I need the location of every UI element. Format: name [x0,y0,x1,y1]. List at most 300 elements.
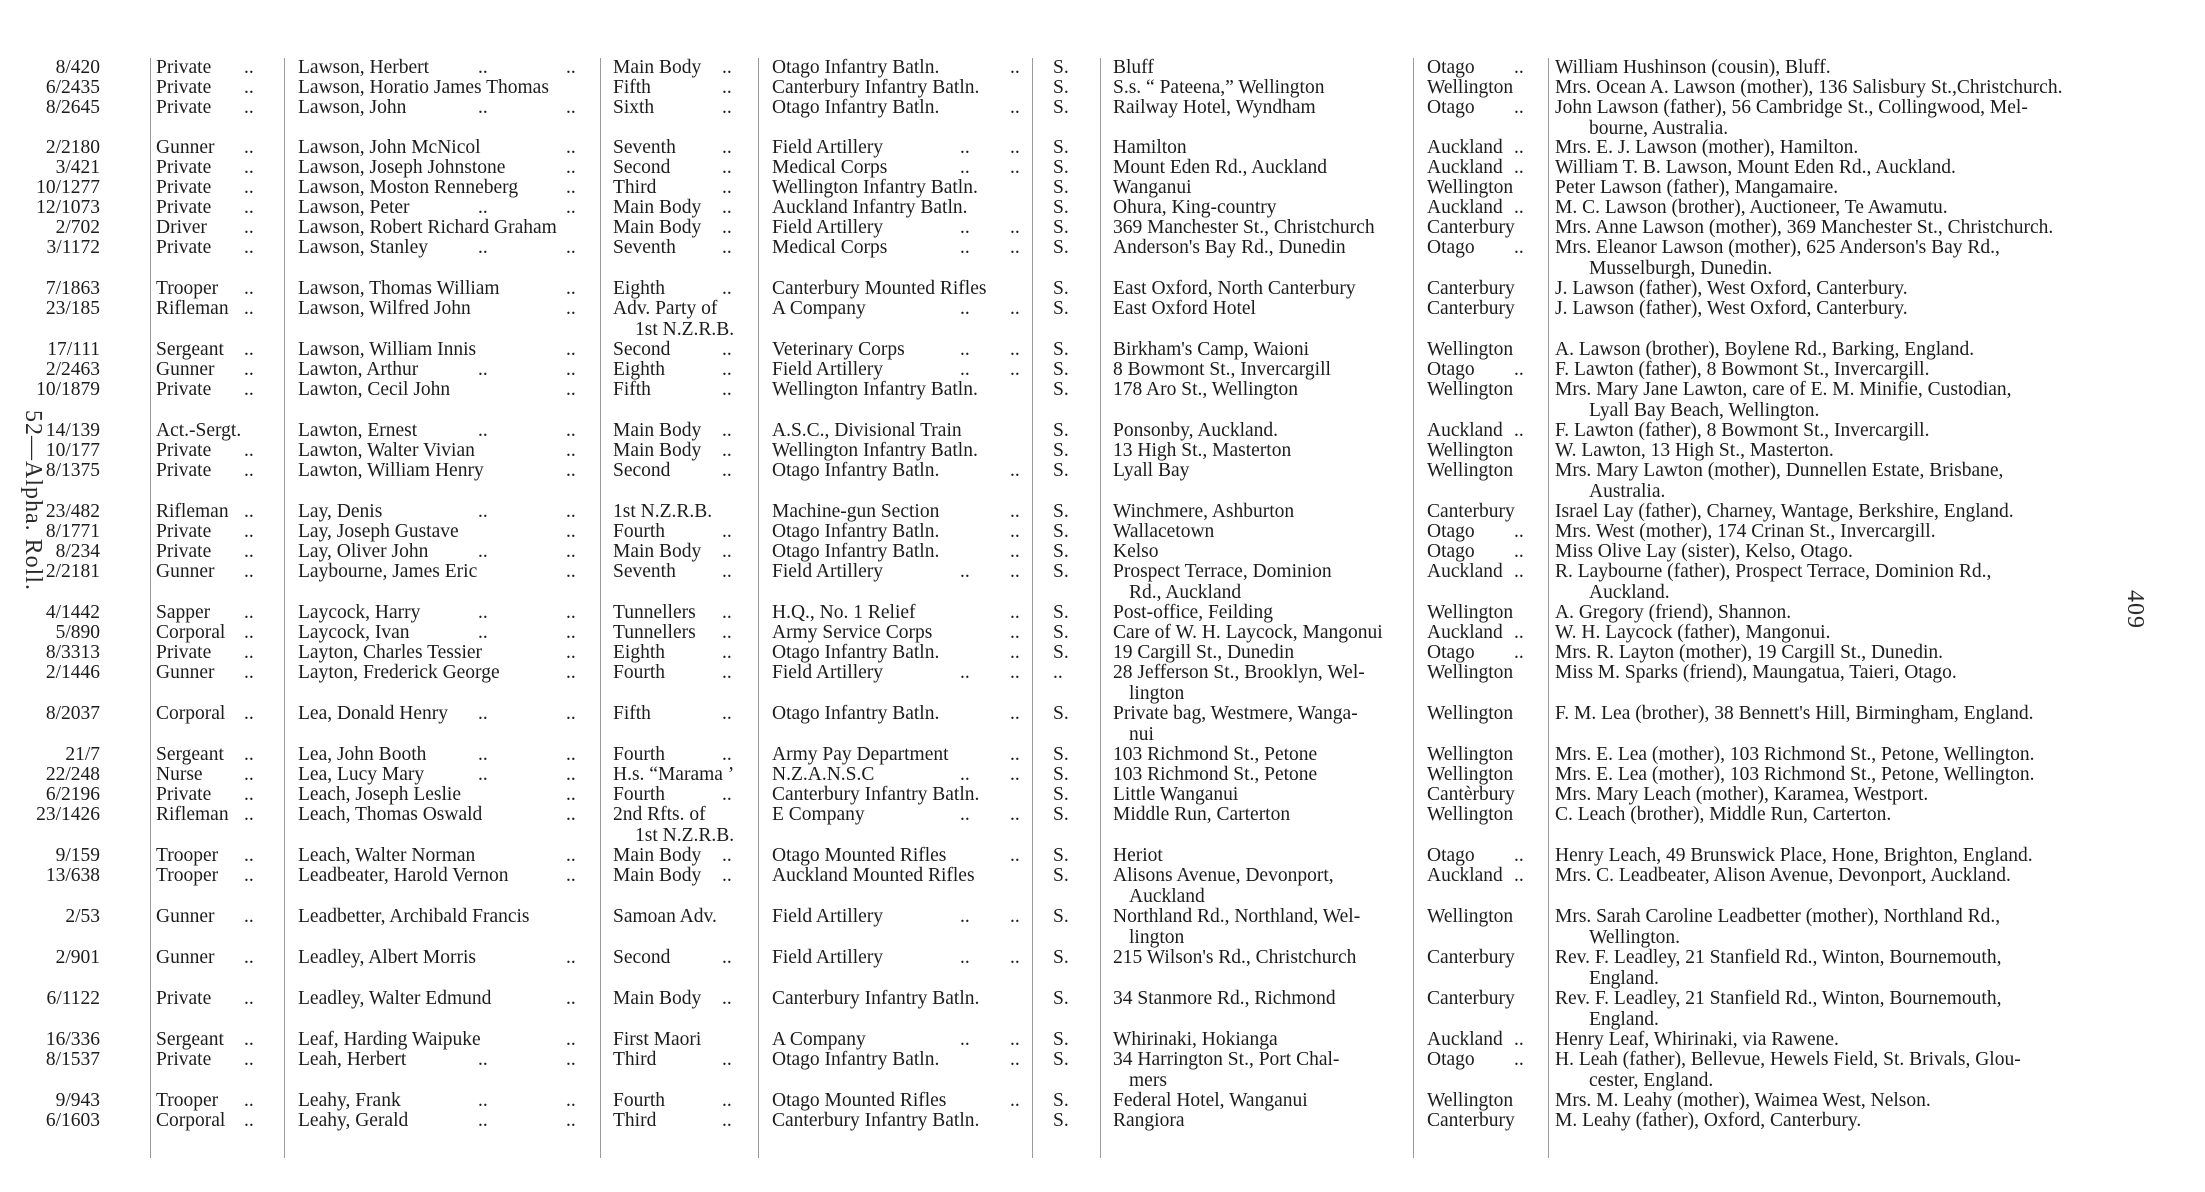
leader-dots: .. [244,1029,254,1050]
next-of-kin [1555,380,2012,421]
regimental-number: 3/421 [55,157,100,178]
next-of-kin-line: England. [1589,1008,1659,1030]
district: Auckland [1427,137,1503,158]
column-divider [758,58,759,1158]
district: Wellington [1427,440,1514,461]
next-of-kin [1555,542,1853,563]
leader-dots: .. [244,77,254,98]
district: Auckland [1427,561,1503,582]
draft: Main Body [613,865,702,886]
regimental-number: 8/2645 [45,97,100,118]
draft: Main Body [613,988,702,1009]
leader-dots: .. [566,177,576,198]
unit: E Company [772,804,865,825]
draft: Main Body [613,541,702,562]
last-address-line: 34 Stanmore Rd., Richmond [1113,988,1336,1009]
regimental-number: 8/234 [55,541,100,562]
last-address [1113,785,1238,806]
leader-dots: .. [566,97,576,118]
leader-dots: .. [1010,97,1020,118]
draft [613,805,734,846]
last-address [1113,704,1358,745]
leader-dots: .. [1010,298,1020,319]
marital-status: S. [1053,97,1069,118]
last-address-line: 13 High St., Masterton [1113,440,1292,461]
last-address-line: Bluff [1113,57,1154,78]
marital-status: S. [1053,298,1069,319]
rank: Private [156,97,212,118]
draft: Tunnellers [613,622,696,643]
leader-dots: .. [1514,622,1524,643]
last-address-line: S.s. “ Pateena,” Wellington [1113,77,1325,98]
leader-dots: .. [1514,561,1524,582]
next-of-kin [1555,138,1858,159]
next-of-kin-line: Miss M. Sparks (friend), Maungatua, Taieri, Otago. [1555,662,1957,683]
leader-dots: .. [1514,237,1524,258]
next-of-kin [1555,785,1928,806]
last-address-line: Prospect Terrace, Dominion [1113,561,1332,582]
leader-dots: .. [960,561,970,582]
marital-status: S. [1053,1029,1069,1050]
rank: Private [156,197,212,218]
unit: Auckland Infantry Batln. [772,197,968,218]
soldier-name: Leah, Herbert [298,1049,407,1070]
marital-status: S. [1053,703,1069,724]
next-of-kin [1555,623,1830,644]
marital-status: S. [1053,845,1069,866]
marital-status: S. [1053,1110,1069,1131]
leader-dots: .. [722,379,732,400]
marital-status: S. [1053,157,1069,178]
district: Otago [1427,57,1475,78]
regimental-number: 13/638 [45,865,100,886]
marital-status: S. [1053,339,1069,360]
leader-dots: .. [1010,541,1020,562]
next-of-kin-line: Henry Leach, 49 Brunswick Place, Hone, Brighton, England. [1555,845,2033,866]
leader-dots: .. [722,1110,732,1131]
soldier-name: Lea, Donald Henry [298,703,448,724]
soldier-name: Lawson, Horatio James Thomas [298,77,549,98]
soldier-name: Lawton, Arthur [298,359,419,380]
last-address [1113,562,1332,603]
unit: Otago Infantry Batln. [772,541,940,562]
rank: Corporal [156,1110,226,1131]
draft: Fourth [613,662,666,683]
leader-dots: .. [478,359,488,380]
leader-dots: .. [722,988,732,1009]
leader-dots: .. [1010,217,1020,238]
marital-status: S. [1053,460,1069,481]
marital-status: S. [1053,784,1069,805]
rank: Gunner [156,662,215,683]
leader-dots: .. [244,1049,254,1070]
draft: Samoan Adv. [613,906,717,927]
leader-dots: .. [244,561,254,582]
last-address-line: Birkham's Camp, Waioni [1113,339,1310,360]
last-address-line: Rd., Auckland [1129,581,1242,603]
leader-dots: .. [478,1110,488,1131]
leader-dots: .. [244,662,254,683]
last-address-line: East Oxford Hotel [1113,298,1256,319]
draft: First Maori [613,1029,702,1050]
next-of-kin-line: Wellington. [1589,926,1681,948]
soldier-name: Lawson, Robert Richard Graham [298,217,557,238]
district: Cantèrbury [1427,784,1515,805]
column-divider [284,58,285,1158]
marital-status: S. [1053,622,1069,643]
leader-dots: .. [244,521,254,542]
district: Canterbury [1427,988,1515,1009]
last-address [1113,745,1317,766]
last-address-line: Ponsonby, Auckland. [1113,420,1279,441]
next-of-kin [1555,1030,1839,1051]
last-address [1113,218,1375,239]
leader-dots: .. [244,906,254,927]
leader-dots: .. [244,57,254,78]
regimental-number: 23/1426 [36,804,100,825]
next-of-kin [1555,360,1929,381]
district: Wellington [1427,1090,1514,1111]
soldier-name: Leadley, Albert Morris [298,947,476,968]
next-of-kin-line: C. Leach (brother), Middle Run, Carterton. [1555,804,1892,825]
district: Auckland [1427,1029,1503,1050]
leader-dots: .. [244,501,254,522]
draft: Fourth [613,744,666,765]
district: Wellington [1427,460,1514,481]
leader-dots: .. [960,237,970,258]
last-address-line: Wallacetown [1113,521,1215,542]
next-of-kin [1555,78,2062,99]
draft: Main Body [613,57,702,78]
regimental-number: 9/159 [55,845,100,866]
next-of-kin [1555,989,2001,1030]
draft: Main Body [613,217,702,238]
unit: Otago Infantry Batln. [772,521,940,542]
rank: Trooper [156,845,219,866]
district: Wellington [1427,804,1514,825]
leader-dots: .. [1010,57,1020,78]
unit: Auckland Mounted Rifles [772,865,975,886]
leader-dots: .. [722,845,732,866]
last-address-line: Private bag, Westmere, Wanga- [1113,703,1358,724]
draft: Sixth [613,97,655,118]
marital-status: S. [1053,77,1069,98]
leader-dots: .. [244,764,254,785]
leader-dots: .. [1010,662,1020,683]
leader-dots: .. [1010,906,1020,927]
leader-dots: .. [960,764,970,785]
next-of-kin [1555,866,2011,887]
next-of-kin-line: W. H. Laycock (father), Mangonui. [1555,622,1831,643]
leader-dots: .. [722,137,732,158]
district: Otago [1427,97,1475,118]
next-of-kin [1555,502,2014,523]
last-address [1113,643,1294,664]
rank: Gunner [156,561,215,582]
regimental-number: 10/177 [45,440,100,461]
marital-status: .. [1053,662,1063,683]
leader-dots: .. [566,764,576,785]
leader-dots: .. [244,1090,254,1111]
district: Wellington [1427,177,1514,198]
soldier-name: Leach, Walter Norman [298,845,476,866]
leader-dots: .. [566,440,576,461]
soldier-name: Laycock, Harry [298,602,421,623]
district: Canterbury [1427,1110,1515,1131]
column-divider [150,58,151,1158]
last-address-line: Wanganui [1113,177,1192,198]
marital-status: S. [1053,764,1069,785]
leader-dots: .. [722,97,732,118]
leader-dots: .. [1010,642,1020,663]
leader-dots: .. [1010,521,1020,542]
marital-status: S. [1053,379,1069,400]
soldier-name: Lay, Joseph Gustave [298,521,459,542]
district: Canterbury [1427,298,1515,319]
last-address-line: Mount Eden Rd., Auckland [1113,157,1327,178]
next-of-kin-line: Israel Lay (father), Charney, Wantage, Berkshire, England. [1555,501,2014,522]
unit: Wellington Infantry Batln. [772,177,978,198]
leader-dots: .. [244,804,254,825]
next-of-kin [1555,340,1974,361]
next-of-kin [1555,178,1838,199]
leader-dots: .. [1514,137,1524,158]
district: Otago [1427,1049,1475,1070]
unit: Canterbury Infantry Batln. [772,784,980,805]
next-of-kin [1555,603,1791,624]
leader-dots: .. [722,237,732,258]
leader-dots: .. [244,177,254,198]
leader-dots: .. [244,845,254,866]
leader-dots: .. [566,662,576,683]
draft: Seventh [613,561,676,582]
leader-dots: .. [244,541,254,562]
regimental-number: 6/1122 [46,988,100,1009]
leader-dots: .. [244,237,254,258]
leader-dots: .. [1514,57,1524,78]
next-of-kin [1555,704,2034,725]
soldier-name: Leach, Thomas Oswald [298,804,483,825]
unit: N.Z.A.N.S.C [772,764,875,785]
regimental-number: 14/139 [45,420,100,441]
last-address-line: Auckland [1129,885,1205,907]
marital-status: S. [1053,642,1069,663]
marital-status: S. [1053,57,1069,78]
regimental-number: 23/185 [45,298,100,319]
regimental-number: 23/482 [45,501,100,522]
rank: Trooper [156,1090,219,1111]
leader-dots: .. [960,339,970,360]
unit: A Company [772,1029,866,1050]
unit: Otago Mounted Rifles [772,845,947,866]
leader-dots: .. [960,217,970,238]
next-of-kin-line: W. Lawton, 13 High St., Masterton. [1555,440,1834,461]
unit: Field Artillery [772,662,884,683]
draft: Main Body [613,197,702,218]
regimental-number: 8/420 [55,57,100,78]
unit: Otago Infantry Batln. [772,1049,940,1070]
next-of-kin-line: Miss Olive Lay (sister), Kelso, Otago. [1555,541,1853,562]
rank: Private [156,784,212,805]
last-address [1113,198,1277,219]
leader-dots: .. [1010,764,1020,785]
next-of-kin [1555,846,2033,867]
regimental-number: 6/2196 [45,784,100,805]
rank: Sergeant [156,744,224,765]
rank: Rifleman [156,298,229,319]
last-address-line: nui [1129,723,1154,745]
last-address-line: Care of W. H. Laycock, Mangonui [1113,622,1383,643]
rank: Private [156,541,212,562]
next-of-kin-line: Australia. [1589,480,1666,502]
leader-dots: .. [566,947,576,968]
draft: Fifth [613,379,651,400]
district: Otago [1427,845,1475,866]
regimental-number: 22/248 [45,764,100,785]
last-address [1113,846,1163,867]
next-of-kin-line: Mrs. R. Layton (mother), 19 Cargill St., Dunedin. [1555,642,1943,663]
rank: Gunner [156,947,215,968]
rank: Private [156,57,212,78]
next-of-kin-line: Henry Leaf, Whirinaki, via Rawene. [1555,1029,1839,1050]
last-address [1113,1091,1308,1112]
next-of-kin-line: Mrs. Ocean A. Lawson (mother), 136 Salisbury St.,Christchurch. [1555,77,2063,98]
leader-dots: .. [244,157,254,178]
leader-dots: .. [1010,622,1020,643]
leader-dots: .. [566,197,576,218]
draft: Third [613,1049,657,1070]
district: Auckland [1427,622,1503,643]
last-address-line: 8 Bowmont St., Invercargill [1113,359,1331,380]
leader-dots: .. [244,622,254,643]
marital-status: S. [1053,988,1069,1009]
unit: Wellington Infantry Batln. [772,440,978,461]
leader-dots: .. [722,521,732,542]
marital-status: S. [1053,177,1069,198]
regimental-number: 7/1863 [45,278,100,299]
column-divider [1032,58,1033,1158]
leader-dots: .. [566,57,576,78]
marital-status: S. [1053,359,1069,380]
last-address-line: Railway Hotel, Wyndham [1113,97,1316,118]
last-address-line: East Oxford, North Canterbury [1113,278,1356,299]
leader-dots: .. [244,744,254,765]
leader-dots: .. [722,359,732,380]
last-address-line: mers [1129,1069,1167,1091]
leader-dots: .. [566,420,576,441]
leader-dots: .. [722,1090,732,1111]
last-address [1113,58,1154,79]
next-of-kin-line: John Lawson (father), 56 Cambridge St., Collingwood, Mel- [1555,97,2028,118]
draft: Fourth [613,1090,666,1111]
leader-dots: .. [566,157,576,178]
leader-dots: .. [244,784,254,805]
leader-dots: .. [960,359,970,380]
draft: Main Body [613,845,702,866]
next-of-kin [1555,461,2003,502]
rank: Private [156,379,212,400]
last-address [1113,907,1360,948]
last-address [1113,765,1317,786]
last-address [1113,542,1159,563]
draft: Seventh [613,137,676,158]
regimental-number: 3/1172 [46,237,100,258]
last-address-line: 19 Cargill St., Dunedin [1113,642,1295,663]
leader-dots: .. [1514,845,1524,866]
district: Wellington [1427,379,1514,400]
last-address [1113,461,1189,482]
next-of-kin-line: F. Lawton (father), 8 Bowmont St., Invercargill. [1555,359,1930,380]
unit: Otago Mounted Rifles [772,1090,947,1111]
draft: Main Body [613,440,702,461]
draft: Fifth [613,77,651,98]
leader-dots: .. [1010,602,1020,623]
next-of-kin-line: Auckland. [1589,581,1670,603]
next-of-kin [1555,279,1908,300]
leader-dots: .. [722,197,732,218]
regimental-number: 6/1603 [45,1110,100,1131]
next-of-kin-line: M. C. Lawson (brother), Auctioneer, Te Awamutu. [1555,197,1948,218]
leader-dots: .. [1514,197,1524,218]
leader-dots: .. [478,501,488,522]
last-address [1113,1030,1278,1051]
rank: Private [156,988,212,1009]
draft: Second [613,460,671,481]
next-of-kin-line: Mrs. Mary Jane Lawton, care of E. M. Minifie, Custodian, [1555,379,2012,400]
rank: Corporal [156,703,226,724]
marital-status: S. [1053,541,1069,562]
draft: Eighth [613,359,665,380]
unit: Canterbury Infantry Batln. [772,988,980,1009]
district: Canterbury [1427,501,1515,522]
draft: 1st N.Z.R.B. [613,501,713,522]
last-address-line: Winchmere, Ashburton [1113,501,1295,522]
unit: Field Artillery [772,359,884,380]
leader-dots: .. [1010,237,1020,258]
leader-dots: .. [960,947,970,968]
rank: Act.-Sergt. [156,420,242,441]
leader-dots: .. [244,865,254,886]
unit: Canterbury Mounted Rifles [772,278,987,299]
soldier-name: Lawson, Joseph Johnstone [298,157,506,178]
marital-status: S. [1053,906,1069,927]
leader-dots: .. [566,784,576,805]
next-of-kin [1555,907,2000,948]
draft-line: 1st N.Z.R.B. [635,318,735,340]
last-address [1113,158,1327,179]
leader-dots: .. [478,57,488,78]
next-of-kin [1555,98,2028,139]
rank: Nurse [156,764,203,785]
unit: Medical Corps [772,237,888,258]
marital-status: S. [1053,602,1069,623]
draft: Fourth [613,521,666,542]
leader-dots: .. [722,339,732,360]
draft: Eighth [613,642,665,663]
unit: Veterinary Corps [772,339,905,360]
last-address-line: Post-office, Feilding [1113,602,1273,623]
next-of-kin [1555,805,1891,826]
leader-dots: .. [722,947,732,968]
leader-dots: .. [722,541,732,562]
rank: Trooper [156,865,219,886]
next-of-kin-line: Mrs. Mary Leach (mother), Karamea, Westport. [1555,784,1929,805]
unit: Otago Infantry Batln. [772,97,940,118]
draft: Second [613,157,671,178]
next-of-kin [1555,562,1991,603]
next-of-kin-line: Rev. F. Leadley, 21 Stanfield Rd., Winton, Bournemouth, [1555,947,2002,968]
leader-dots: .. [566,988,576,1009]
